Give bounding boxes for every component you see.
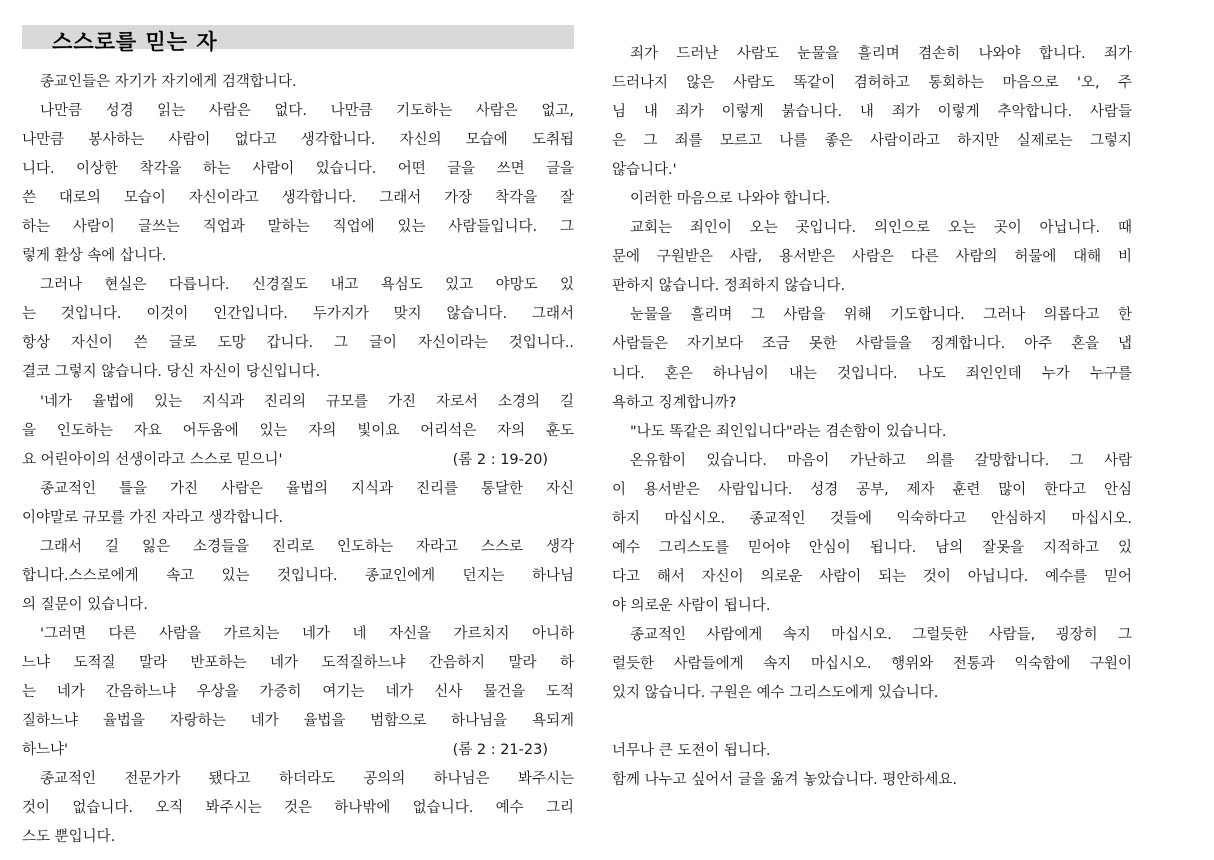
text-line: 나만큼 봉사하는 사람이 없다고 생각합니다. 자신의 모습에 도취됩 [22, 132, 574, 149]
text-line: 죄가 드러난 사람도 눈물을 흘리며 겸손히 나와야 합니다. 죄가 [630, 46, 1132, 62]
text-line: 니다. 혼은 하나님이 내는 것입니다. 나도 죄인인데 누가 누구를 [612, 365, 1132, 382]
text-line: 는 것입니다. 이것이 인간입니다. 두가지가 맞지 않습니다. 그래서 [22, 306, 574, 323]
text-line [612, 708, 1132, 737]
text-line: 을 인도하는 자요 어두움에 있는 자의 빛이요 어리석은 자의 훈도 [22, 422, 574, 439]
text-line: 질하느냐 율법을 자랑하는 네가 율법을 범함으로 하나님을 욕되게 [22, 713, 574, 730]
text-line: 럴듯한 사람들에게 속지 마십시오. 행위와 전통과 익숙함에 구원이 [612, 655, 1132, 672]
text-line: 합니다.스스로에게 속고 있는 것입니다. 종교인에게 던지는 하나님 [22, 567, 574, 584]
text-line: 것이 없습니다. 오직 봐주시는 것은 하나밖에 없습니다. 예수 그리 [22, 800, 574, 817]
text-line: 온유함이 있습니다. 마음이 가난하고 의를 갈망합니다. 그 사람 [630, 452, 1132, 469]
text-line: 이야말로 규모를 가진 자라고 생각합니다. [22, 509, 284, 526]
text-line [22, 736, 574, 765]
text-line: 결코 그렇지 않습니다. 당신 자신이 당신입니다. [22, 364, 321, 381]
left-column-text [22, 68, 574, 852]
text-line: 드러나지 않은 사람도 똑같이 겸허하고 통회하는 마음으로 '오, 주 [612, 75, 1132, 92]
text-line: 님 내 죄가 이렇게 붉습니다. 내 죄가 이렇게 추악합니다. 사람들 [612, 104, 1132, 121]
text-line: 있지 않습니다. 구원은 예수 그리스도에게 있습니다. [612, 685, 939, 702]
text-line: 의 질문이 있습니다. [22, 596, 148, 613]
verse-text: 요 어린아이의 선생이라고 스스로 믿으니' [22, 451, 283, 468]
page-title: 스스로를 믿는 자 [52, 30, 218, 54]
text-line: 종교인들은 자기가 자기에게 검객합니다. [40, 74, 297, 90]
text-line: 그러나 현실은 다릅니다. 신경질도 내고 욕심도 있고 야망도 있 [40, 277, 574, 294]
text-line: "나도 똑같은 죄인입니다"라는 겸손함이 있습니다. [630, 423, 947, 440]
text-line: 이러한 마음으로 나와야 합니다. [630, 191, 831, 208]
text-line: 는 네가 간음하느냐 우상을 가증히 여기는 네가 신사 물건을 도적 [22, 683, 574, 700]
text-line: 판하지 않습니다. 정죄하지 않습니다. [612, 278, 846, 295]
text-line: 느냐 도적질 말라 반포하는 네가 도적질하느냐 간음하지 말라 하 [22, 654, 574, 671]
text-line: 문에 구원받은 사람, 용서받은 사람은 다른 사람의 허물에 대해 비 [612, 249, 1132, 266]
text-line: 예수 그리스도를 믿어야 안심이 됩니다. 남의 잘못을 지적하고 있 [612, 539, 1132, 556]
text-line: '그러면 다른 사람을 가르치는 네가 네 자신을 가르치지 아니하 [40, 625, 574, 642]
text-line: 그래서 길 잃은 소경들을 진리로 인도하는 자라고 스스로 생각 [40, 538, 574, 555]
right-column-text [612, 40, 1132, 795]
text-line: 너무나 큰 도전이 됩니다. [612, 743, 771, 760]
verse-citation: (롬 2 : 19-20) [452, 451, 548, 468]
text-line [22, 446, 574, 475]
text-line: 은 그 죄를 모르고 나를 좋은 사람이라고 하지만 실제로는 그렇지 [612, 133, 1132, 150]
text-line: 항상 자신이 쓴 글로 도망 갑니다. 그 글이 자신이라는 것입니다.. [22, 335, 574, 352]
text-line: 이 용서받은 사람입니다. 성경 공부, 제자 훈련 많이 한다고 안심 [612, 481, 1132, 498]
text-line: 않습니다.' [612, 162, 677, 179]
text-line: '네가 율법에 있는 지식과 진리의 규모를 가진 자로서 소경의 길 [40, 393, 574, 410]
text-line: 하지 마십시오. 종교적인 것들에 익숙하다고 안심하지 마십시오. [612, 510, 1132, 527]
text-line: 다고 해서 자신이 의로운 사람이 되는 것이 아닙니다. 예수를 믿어 [612, 568, 1132, 585]
text-line: 함께 나누고 싶어서 글을 옮겨 놓았습니다. 평안하세요. [612, 772, 958, 789]
title-bar [22, 25, 574, 54]
text-line: 종교적인 사람에게 속지 마십시오. 그럴듯한 사람들, 굉장히 그 [630, 626, 1132, 643]
text-line: 욕하고 징계합니까? [612, 394, 737, 411]
text-line: 니다. 이상한 착각을 하는 사람이 있습니다. 어떤 글을 쓰면 글을 [22, 161, 574, 178]
verse-text: 하느냐' [22, 742, 69, 759]
verse-citation: (롬 2 : 21-23) [452, 742, 548, 759]
text-line: 종교적인 틀을 가진 사람은 율법의 지식과 진리를 통달한 자신 [40, 480, 574, 497]
text-line: 나만큼 성경 읽는 사람은 없다. 나만큼 기도하는 사람은 없고, [40, 103, 574, 120]
text-line: 종교적인 전문가가 됐다고 하더라도 공의의 하나님은 봐주시는 [40, 771, 574, 788]
text-line: 교회는 죄인이 오는 곳입니다. 의인으로 오는 곳이 아닙니다. 때 [630, 220, 1132, 237]
text-line: 하는 사람이 글쓰는 직업과 말하는 직업에 있는 사람들입니다. 그 [22, 219, 574, 236]
text-line: 눈물을 흘리며 그 사람을 위해 기도합니다. 그러나 의롭다고 한 [630, 307, 1132, 324]
text-line: 사람들은 자기보다 조금 못한 사람들을 징계합니다. 아주 혼을 냅 [612, 336, 1132, 353]
text-line: 야 의로운 사람이 됩니다. [612, 597, 771, 614]
text-line: 쓴 대로의 모습이 자신이라고 생각합니다. 그래서 가장 착각을 잘 [22, 190, 574, 207]
text-line: 렇게 환상 속에 삽니다. [22, 248, 167, 265]
text-line: 스도 뿐입니다. [22, 829, 116, 846]
